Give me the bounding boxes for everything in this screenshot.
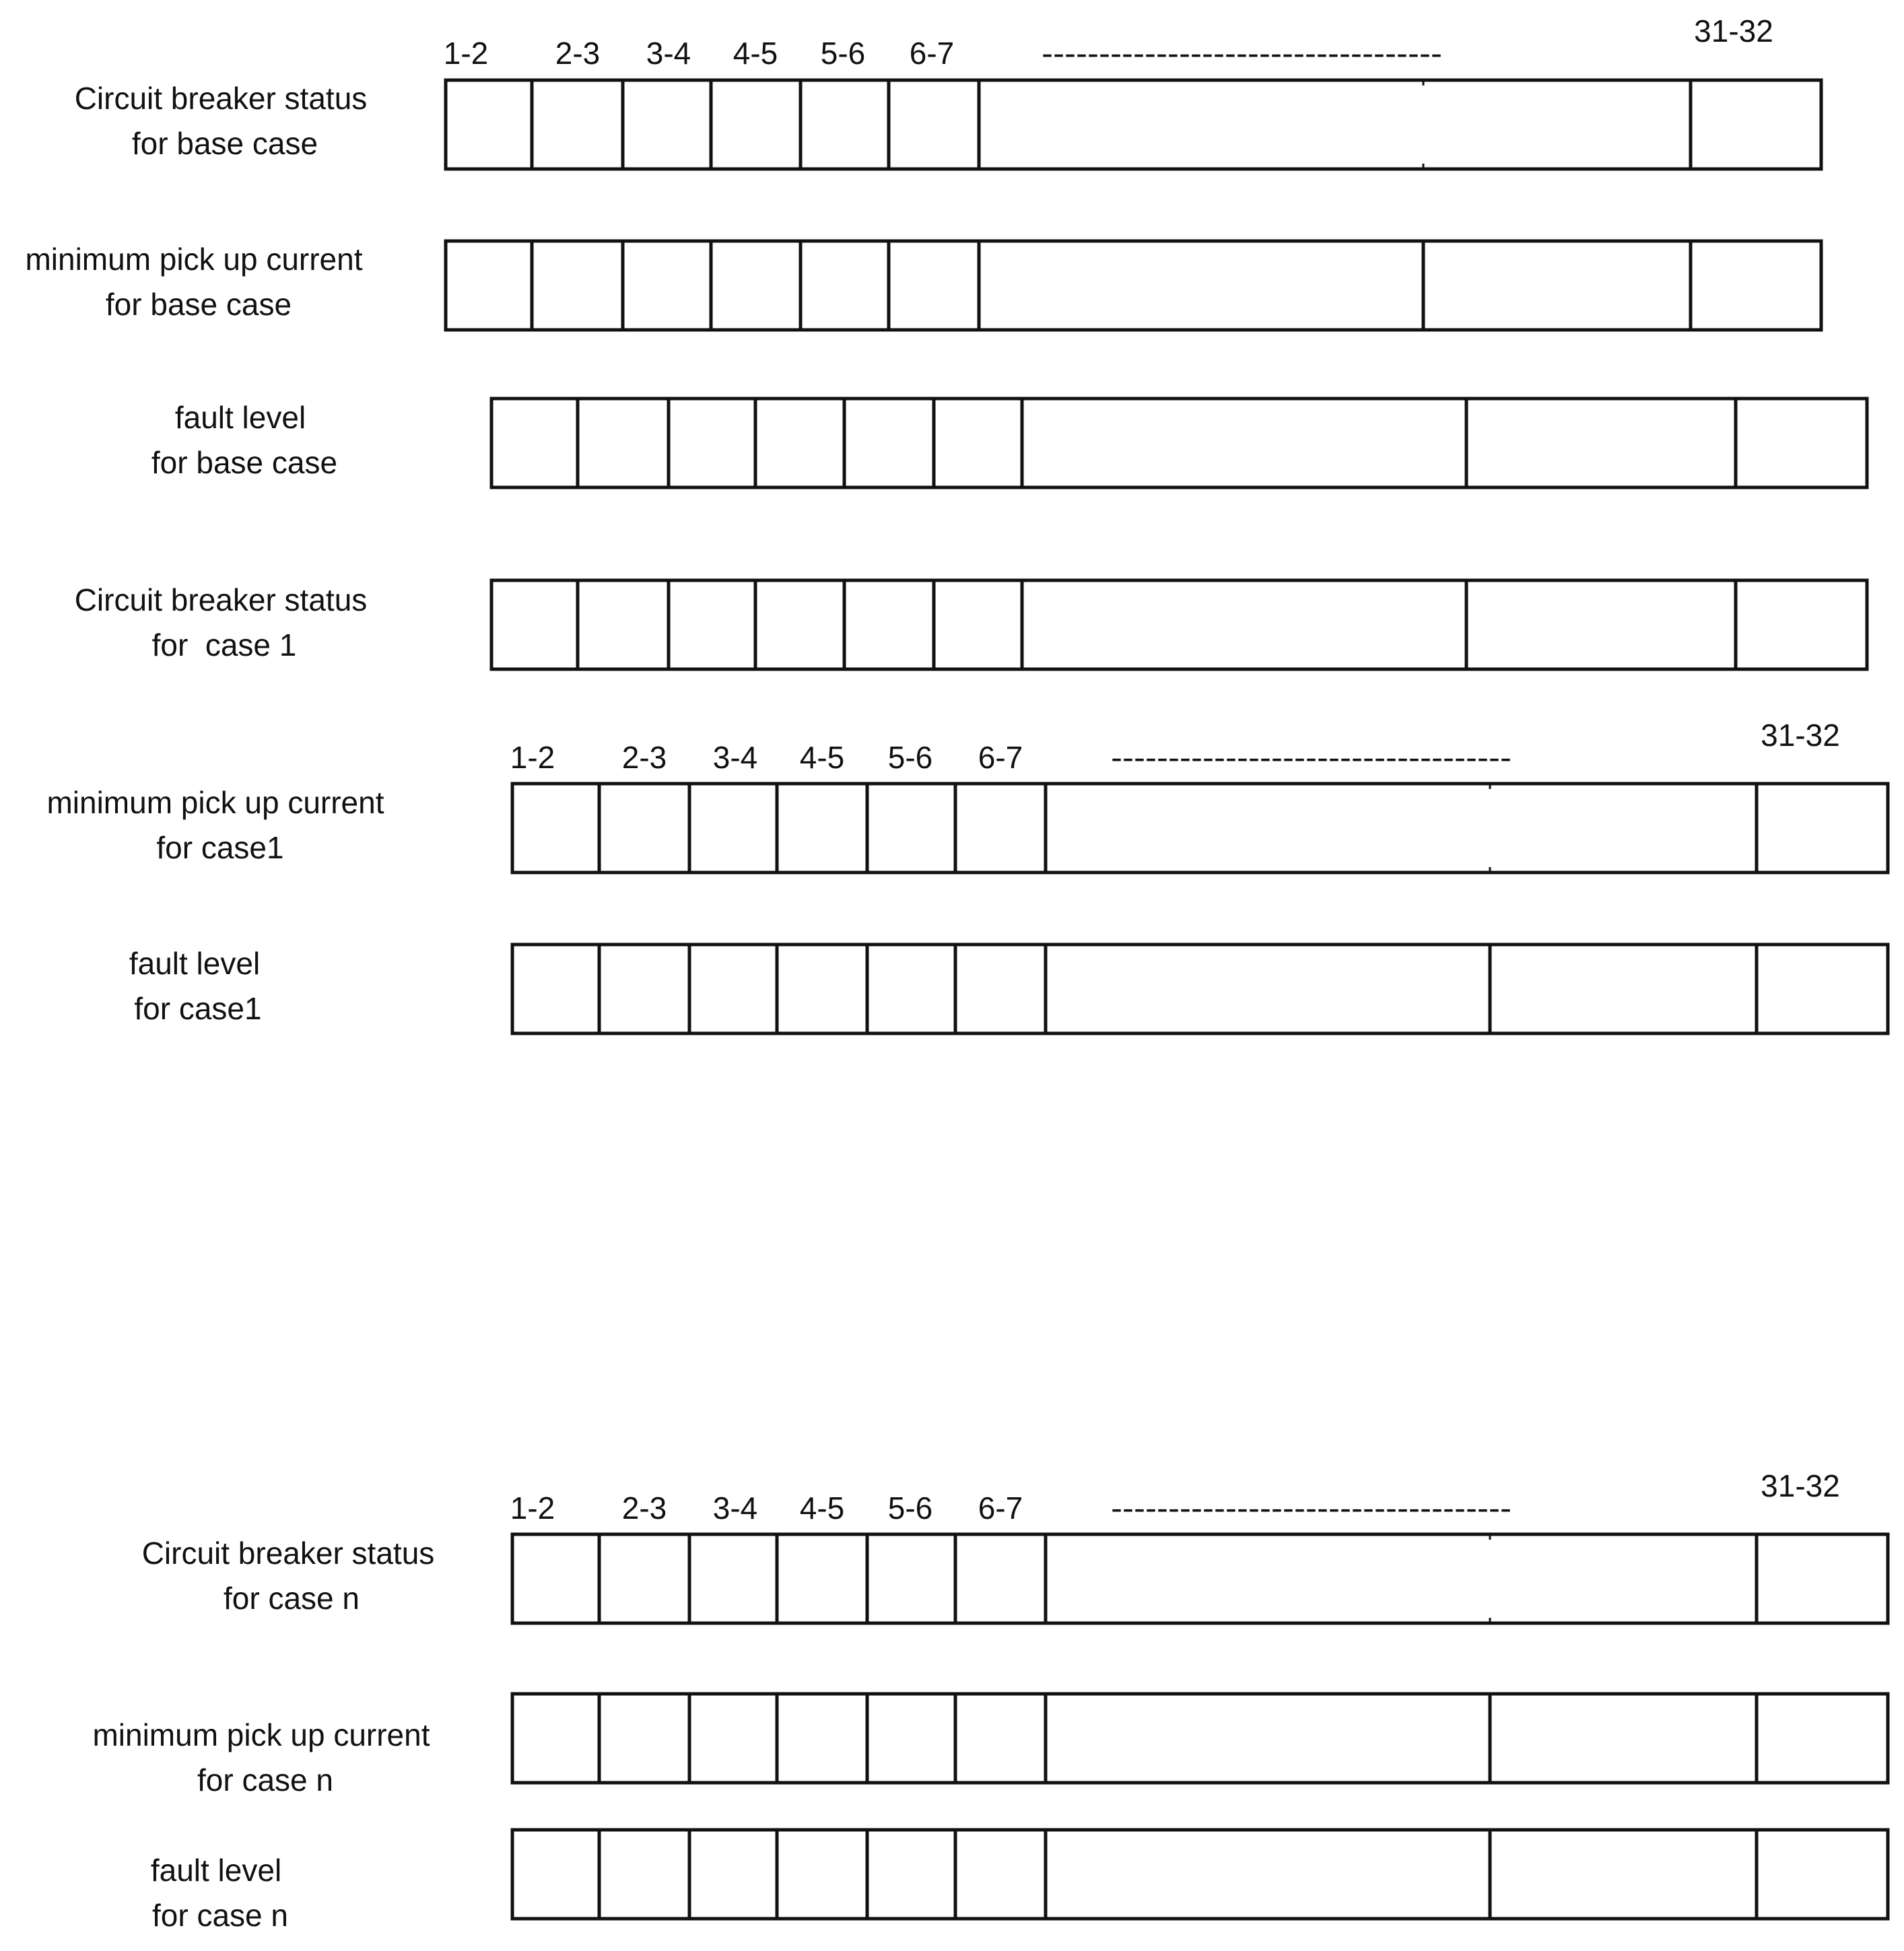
row-min-pickup-case-n — [92, 1694, 1888, 1798]
row-9-label-line1: fault level — [150, 1853, 282, 1888]
row-fault-level-case1 — [129, 945, 1888, 1033]
row-5-label-line2: for case1 — [156, 830, 284, 865]
row-4-label-line2: for case 1 — [151, 627, 297, 662]
header-1-cell-5: 5-6 — [820, 36, 866, 71]
header-1-last: 31-32 — [1694, 13, 1773, 48]
row-9-label-line2: for case n — [152, 1898, 288, 1933]
header-2-last: 31-32 — [1761, 718, 1840, 753]
header-1-cell-1: 1-2 — [443, 36, 489, 71]
header-2-cell-5: 5-6 — [887, 740, 933, 775]
row-2-box — [446, 241, 1821, 330]
header-1-cell-4: 4-5 — [733, 36, 778, 71]
row-2-label-line2: for base case — [105, 287, 292, 322]
header-3-ellipsis: ----------------------------------- — [1111, 1491, 1511, 1526]
header-3-cell-6: 6-7 — [978, 1491, 1023, 1526]
row-7-label-line2: for case n — [224, 1581, 360, 1616]
row-4-box — [491, 580, 1867, 669]
header-row-1 — [444, 13, 1773, 71]
header-1-ellipsis: ----------------------------------- — [1042, 36, 1442, 71]
row-fault-level-case-n — [151, 1830, 1888, 1933]
row-5-label-line1: minimum pick up current — [46, 785, 384, 820]
row-1-box — [446, 80, 1821, 169]
header-3-cell-2: 2-3 — [621, 1491, 667, 1526]
header-row-3 — [510, 1468, 1840, 1526]
header-3-cell-5: 5-6 — [887, 1491, 933, 1526]
header-row-2 — [510, 718, 1840, 775]
row-min-pickup-case1 — [46, 784, 1888, 872]
header-2-cell-6: 6-7 — [978, 740, 1023, 775]
row-8-label-line2: for case n — [197, 1762, 333, 1798]
row-7-box — [512, 1534, 1888, 1623]
row-5-box — [512, 784, 1888, 872]
row-fault-level-base — [151, 399, 1867, 487]
header-3-cell-1: 1-2 — [510, 1491, 555, 1526]
row-min-pickup-base — [25, 241, 1821, 330]
row-8-box — [512, 1694, 1888, 1783]
row-1-label-line1: Circuit breaker status — [74, 81, 368, 116]
row-7-label-line1: Circuit breaker status — [141, 1536, 435, 1571]
header-1-cell-3: 3-4 — [646, 36, 691, 71]
row-cb-status-case1 — [75, 580, 1867, 669]
row-3-label-line1: fault level — [174, 400, 306, 435]
row-4-label-line1: Circuit breaker status — [74, 582, 368, 617]
header-3-cell-3: 3-4 — [712, 1491, 758, 1526]
header-1-cell-2: 2-3 — [555, 36, 601, 71]
header-3-cell-4: 4-5 — [799, 1491, 845, 1526]
header-2-cell-1: 1-2 — [510, 740, 555, 775]
row-9-box — [512, 1830, 1888, 1919]
row-2-label-line1: minimum pick up current — [25, 242, 363, 277]
row-6-label-line1: fault level — [129, 946, 261, 981]
row-cb-status-case-n — [142, 1534, 1888, 1623]
header-2-cell-3: 3-4 — [712, 740, 758, 775]
header-2-ellipsis: ----------------------------------- — [1111, 740, 1511, 775]
row-3-label-line2: for base case — [151, 445, 338, 480]
row-1-label-line2: for base case — [131, 126, 318, 161]
row-3-box — [491, 399, 1867, 487]
header-2-cell-2: 2-3 — [621, 740, 667, 775]
row-8-label-line1: minimum pick up current — [92, 1717, 430, 1752]
header-1-cell-6: 6-7 — [909, 36, 955, 71]
row-6-label-line2: for case1 — [134, 991, 262, 1026]
header-3-last: 31-32 — [1761, 1468, 1840, 1503]
row-cb-status-base — [75, 80, 1821, 169]
row-6-box — [512, 945, 1888, 1033]
header-2-cell-4: 4-5 — [799, 740, 845, 775]
